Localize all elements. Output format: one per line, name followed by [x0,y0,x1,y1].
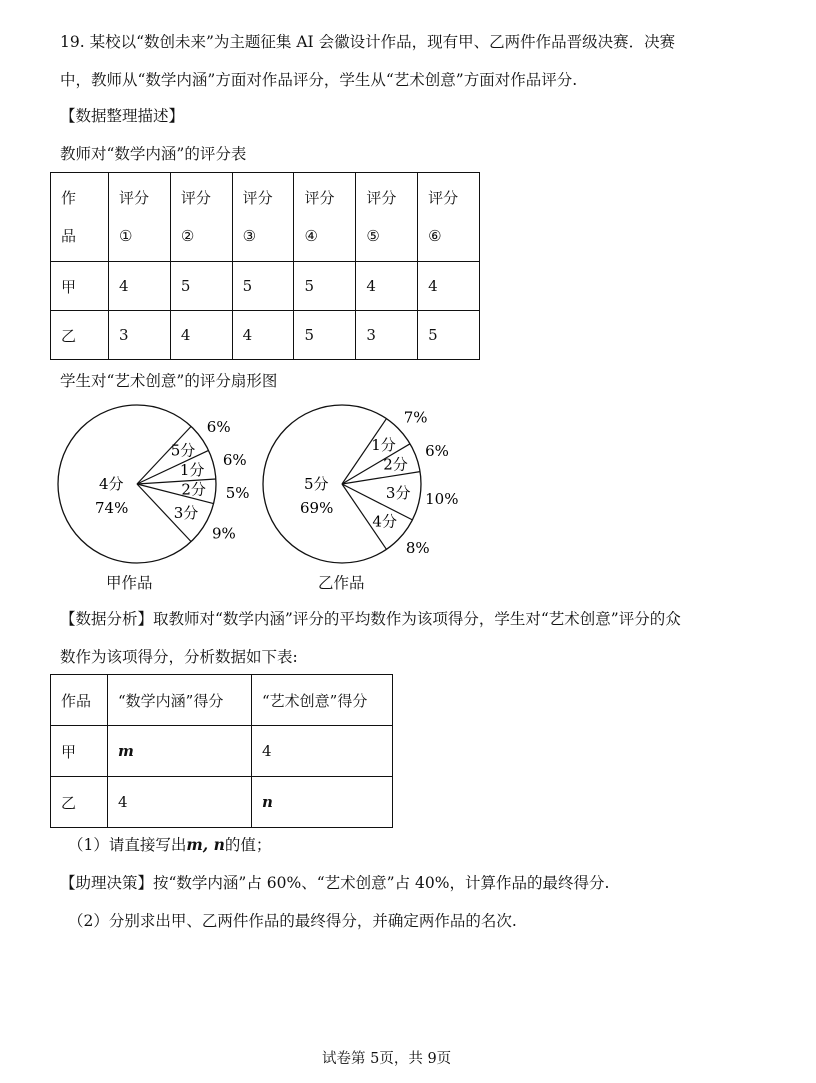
pie-slice-label: 4分 [372,512,397,531]
table-row [51,311,480,360]
art-score-cell: 4 [252,726,393,777]
question-2: （2）分别求出甲、乙两件作品的最终得分，并确定两作品的名次. [68,912,517,930]
table-row [51,726,393,777]
score-cell: 4 [232,311,294,360]
math-score-cell: 4 [108,777,252,828]
table-header-row [51,675,393,726]
header-cell: 评分 ⑤ [356,173,418,262]
section-describe: 【数据整理描述】 [60,107,185,125]
score-cell: 3 [356,311,418,360]
header-cell: 评分 ② [170,173,232,262]
question-1: （1）请直接写出m, n的值； [68,835,272,854]
pie-slice-label: 5分 [170,441,196,460]
pie-caption: 学生对“艺术创意”的评分扇形图 [60,372,278,390]
score-cell: 3 [109,311,171,360]
row-label: 乙 [51,777,108,828]
analysis-table [50,674,393,828]
score-cell: 4 [109,262,171,311]
table1-caption: 教师对“数学内涵”的评分表 [60,145,247,163]
pie-slice-label: 5分 [304,475,329,493]
pie-title-jia: 甲作品 [106,574,153,592]
header-cell: 评分 ③ [232,173,294,262]
art-score-cell: n [252,777,393,828]
question-line-2: 中，教师从“数学内涵”方面对作品评分，学生从“艺术创意”方面对作品评分. [60,71,578,89]
section-decision: 【助理决策】按“数学内涵”占 60%、“艺术创意”占 40%，计算作品的最终得分. [60,874,610,892]
question-line-1: 19. 某校以“数创未来”为主题征集 AI 会徽设计作品，现有甲、乙两件作品晋级决赛．决赛 [60,33,676,51]
pie-slice-boundary [342,472,420,484]
analysis-line-2: 数作为该项得分，分析数据如下表: [60,648,298,666]
pie-title-yi: 乙作品 [318,574,365,592]
score-cell: 5 [170,262,232,311]
pie-chart-yi [263,405,458,563]
pie-slice-label: 2分 [181,480,206,499]
header-cell: 评分 ④ [294,173,356,262]
pie-slice-label: 3分 [173,504,199,522]
page-footer: 试卷第 5页，共 9页 [322,1051,452,1067]
row-label: 甲 [51,262,109,311]
score-cell: 5 [232,262,294,311]
row-label: 乙 [51,311,109,360]
pie-slice-label: 4分 [99,475,124,493]
header-cell-work: 作 品 [51,173,109,262]
pie-percent-label: 74% [95,499,129,517]
pie-slice-label: 2分 [383,455,408,474]
score-cell: 4 [356,262,418,311]
pie-percent-label: 10% [425,490,459,509]
pie-percent-label: 69% [300,499,334,517]
analysis-line-1: 【数据分析】取教师对“数学内涵”评分的平均数作为该项得分，学生对“艺术创意”评分的众 [60,610,681,628]
row-label: 甲 [51,726,108,777]
pie-charts [40,395,500,600]
header-cell: “艺术创意”得分 [252,675,393,726]
header-cell: 评分 ① [109,173,171,262]
score-cell: 5 [418,311,480,360]
score-cell: 5 [294,311,356,360]
header-cell: 评分 ⑥ [418,173,480,262]
header-cell: “数学内涵”得分 [108,675,252,726]
pie-percent-label: 6% [222,450,247,469]
pie-percent-label: 8% [405,539,430,558]
score-cell: 4 [170,311,232,360]
pie-percent-label: 5% [225,484,250,503]
header-cell: 作品 [51,675,108,726]
pie-slice-label: 1分 [179,460,205,479]
pie-percent-label: 7% [403,408,428,427]
pie-slice-label: 1分 [371,436,396,455]
pie-percent-label: 9% [212,524,236,543]
math-score-cell: m [108,726,252,777]
pie-chart-jia [58,405,249,563]
score-cell: 5 [294,262,356,311]
pie-percent-label: 6% [206,418,231,436]
pie-slice-label: 3分 [385,483,411,502]
pie-percent-label: 6% [425,442,449,461]
teacher-score-table [50,172,480,360]
table-row [51,777,393,828]
score-cell: 4 [418,262,480,311]
table-row [51,262,480,311]
table-header-row [51,173,480,262]
